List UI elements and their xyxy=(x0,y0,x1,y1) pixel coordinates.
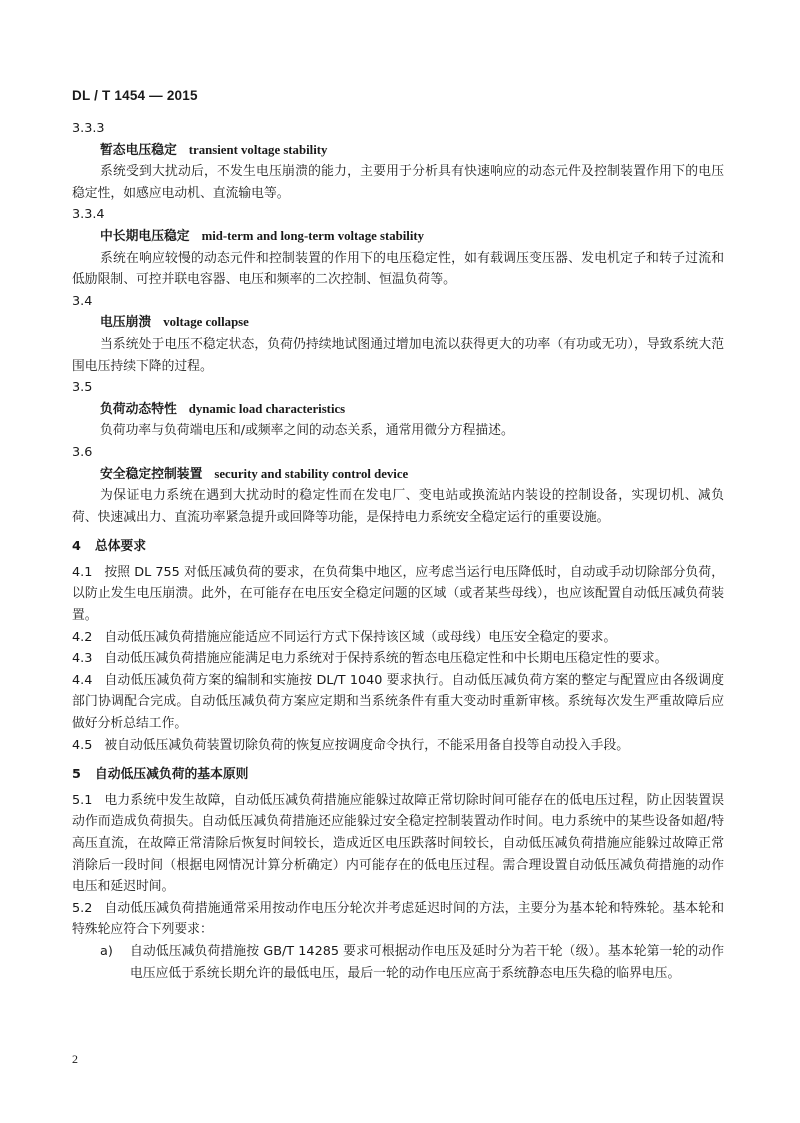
page-body xyxy=(72,118,724,984)
term-chinese: 暂态电压稳定 xyxy=(100,142,177,158)
clause-text: 自动低压减负荷措施通常采用按动作电压分轮次并考虑延迟时间的方法，主要分为基本轮和特殊轮。基本轮和特殊轮应符合下列要求： xyxy=(72,900,724,938)
list-item-label: a) xyxy=(100,943,113,959)
term-chinese: 负荷动态特性 xyxy=(100,401,177,417)
chapter-heading xyxy=(72,764,724,786)
term-heading xyxy=(100,140,724,162)
section-number: 3.3.4 xyxy=(72,207,105,223)
term-english: dynamic load characteristics xyxy=(188,401,346,416)
clause-number: 5.2 xyxy=(72,900,93,916)
standard-code-header: DL / T 1454 — 2015 xyxy=(72,88,198,103)
section-number: 3.5 xyxy=(72,380,93,396)
clause-text: 被自动低压减负荷装置切除负荷的恢复应按调度命令执行，不能采用备自投等自动投入手段。 xyxy=(104,737,630,753)
section-number: 3.6 xyxy=(72,444,93,460)
clause-text: 自动低压减负荷措施应能满足电力系统对于保持系统的暂态电压稳定性和中长期电压稳定性的要求。 xyxy=(104,651,668,667)
section-number: 3.3.3 xyxy=(72,121,105,136)
chapter-title: 自动低压减负荷的基本原则 xyxy=(94,767,249,783)
clause-text: 电力系统中发生故障，自动低压减负荷措施应能躲过故障正常切除时间可能存在的低电压过程，防止因装置误动作而造成负荷损失。自动低压减负荷措施还应能躲过安全稳定控制装置动作时间。电力系统中的某些设备如超/特高压直流，在故障正常清除后恢复时间较长，造成近区电压跌落时间较长，自动低压减负荷措施应能躲过故障正常消除后一段时间（根据电网情况计算分析确定）内可能存在的低电压过程。需合理设置自动低压减负荷措施的动作电压和延迟时间。 xyxy=(72,792,724,895)
term-definition: 为保证电力系统在遇到大扰动时的稳定性而在发电厂、变电站或换流站内装设的控制设备，实现切机、减负荷、快速减出力、直流功率紧急提升或回降等功能，是保持电力系统安全稳定运行的重要设施。 xyxy=(72,488,724,525)
list-item-text: 自动低压减负荷措施按 GB/T 14285 要求可根据动作电压及延时分为若干轮（级）。基本轮第一轮的动作电压应低于系统长期允许的最低电压，最后一轮的动作电压应高于系统静态电压失稳的临界电压。 xyxy=(130,943,724,981)
term-english: voltage collapse xyxy=(163,315,249,330)
clause-number: 5.1 xyxy=(72,792,93,808)
term-definition: 系统受到大扰动后，不发生电压崩溃的能力，主要用于分析具有快速响应的动态元件及控制装置作用下的电压稳定性，如感应电动机、直流输电等。 xyxy=(72,164,724,201)
clause-number: 4.1 xyxy=(72,564,93,580)
clause xyxy=(72,648,724,670)
clause-number: 4.5 xyxy=(72,737,93,753)
chapter-heading xyxy=(72,536,724,558)
clause-text: 按照 DL 755 对低压减负荷的要求，在负荷集中地区，应考虑当运行电压降低时，自动或手动切除部分负荷，以防止发生电压崩溃。此外，在可能存在电压安全稳定问题的区域（或者某些母线），也应该配置自动低压减负荷装置。 xyxy=(72,564,724,624)
list-item xyxy=(100,941,724,984)
chapter-number: 4 xyxy=(72,539,81,555)
term-chinese: 电压崩溃 xyxy=(100,315,152,331)
clause-number: 4.4 xyxy=(72,672,93,688)
term-definition: 当系统处于电压不稳定状态，负荷仍持续地试图通过增加电流以获得更大的功率（有功或无功），导致系统大范围电压持续下降的过程。 xyxy=(72,336,724,374)
term-chinese: 中长期电压稳定 xyxy=(100,228,190,244)
clause xyxy=(72,562,724,627)
clause xyxy=(72,670,724,735)
clause-text: 自动低压减负荷方案的编制和实施按 DL/T 1040 要求执行。自动低压减负荷方案的整定与配置应由各级调度部门协调配合完成。自动低压减负荷方案应定期和当系统条件有重大变动时重新审核。系统每次发生严重故障后应做好分析总结工作。 xyxy=(72,672,724,732)
section-number: 3.4 xyxy=(72,293,93,309)
term-heading xyxy=(100,312,724,334)
term-heading xyxy=(100,464,724,486)
term-chinese: 安全稳定控制装置 xyxy=(100,466,203,482)
clause-number: 4.3 xyxy=(72,651,93,667)
term-definition: 系统在响应较慢的动态元件和控制装置的作用下的电压稳定性，如有载调压变压器、发电机定子和转子过流和低励限制、可控并联电容器、电压和频率的二次控制、恒温负荷等。 xyxy=(72,250,724,288)
page-number: 2 xyxy=(72,1052,78,1066)
term-english: mid-term and long-term voltage stability xyxy=(201,228,425,243)
term-english: transient voltage stability xyxy=(188,142,328,157)
clause xyxy=(72,898,724,941)
term-english: security and stability control device xyxy=(214,466,409,481)
term-heading xyxy=(100,226,724,248)
clause-number: 4.2 xyxy=(72,629,93,645)
clause-text: 自动低压减负荷措施应能适应不同运行方式下保持该区域（或母线）电压安全稳定的要求。 xyxy=(104,629,617,645)
term-heading xyxy=(100,399,724,421)
chapter-number: 5 xyxy=(72,767,81,783)
clause xyxy=(72,735,724,757)
clause xyxy=(72,790,724,898)
chapter-title: 总体要求 xyxy=(94,539,147,555)
clause xyxy=(72,627,724,649)
term-definition: 负荷功率与负荷端电压和/或频率之间的动态关系，通常用微分方程描述。 xyxy=(100,423,514,439)
